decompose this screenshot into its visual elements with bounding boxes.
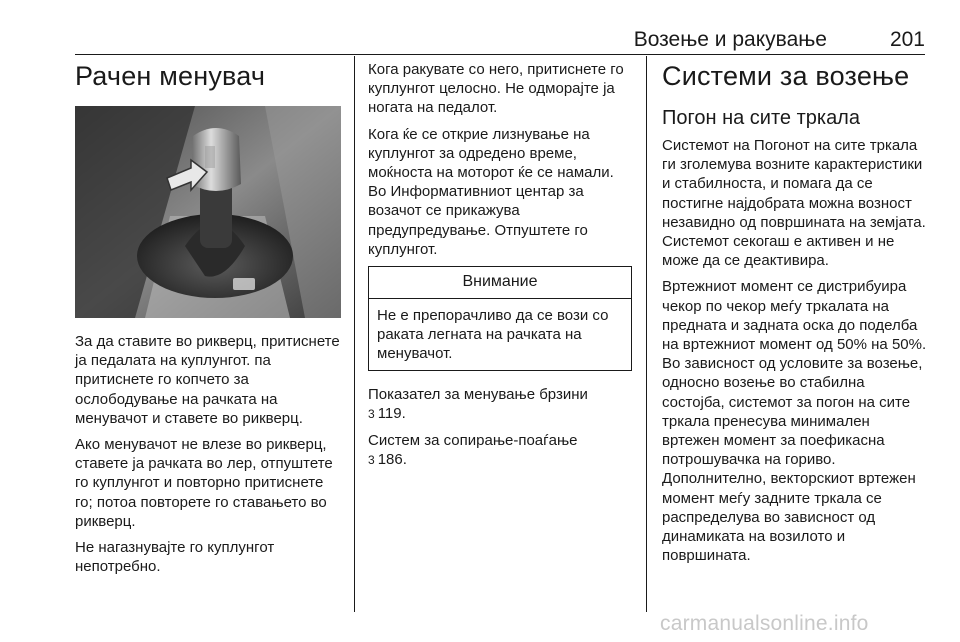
paragraph: Кога ракувате со него, притиснете го куплунгот целосно. Не одморајте ја ногата на педалот. (368, 61, 624, 117)
page-header (75, 22, 925, 52)
page-reference-icon: 3 (368, 453, 375, 468)
paragraph: Не нагазнувајте го куплунгот непотребно. (75, 539, 275, 576)
subsection-heading-awd: Погон на сите тркала (662, 107, 860, 129)
paragraph: Системот на Погонот на сите тркала ги зголемува возните карактеристики и стабилноста, и помага да се постигне најдобрата можна возност незавидно од површината на земјата. Системот секогаш е активен и не може да се деактивира. (662, 137, 926, 270)
reference-page[interactable]: 186. (377, 451, 407, 469)
paragraph: За да ставите во рикверц, притиснете ја педалата на куплунгот. па притиснете го копчето за ослободување на рачката на менувачот и ставете во рикверц. (75, 333, 340, 427)
paragraph: Ако менувачот не влезе во рикверц, ставете ја рачката во лер, отпуштете го куплунгот и повторно притиснете го; потоа повторете го ставањето во рикверц. (75, 436, 333, 530)
gear-lever-photo (75, 106, 341, 318)
section-heading-manual-transmission: Рачен менувач (75, 61, 266, 91)
column-divider-2 (646, 56, 647, 612)
watermark: carmanualsonline.info (660, 612, 869, 635)
paragraph: Вртежниот момент се дистрибуира чекор по чекор меѓу тркалата на предната и задната оска до поделба на вртежниот момент од 50% на 50%. Во зависност од условите за возење, односно возење во стабилна состојба, системот за погон на сите тркала пренесува минимален вртежен момент за поефикасна потрошувачка на гориво. Дополнително, векторскиот вртежен момент меѓу задните тркала се распределува во зависност од динамиката на возилото и површината. (662, 278, 927, 565)
reference-text: Систем за сопирање-поаѓање (368, 432, 578, 450)
reference-text: Показател за менување брзини (368, 385, 588, 403)
caution-title: Внимание (369, 267, 631, 299)
section-heading-driving-systems: Системи за возење (662, 61, 910, 91)
column-2 (368, 60, 632, 477)
page-number: 201 (889, 28, 925, 51)
cross-reference (368, 431, 632, 470)
column-divider-1 (354, 56, 355, 612)
column-3 (662, 60, 930, 572)
caution-box (368, 266, 632, 371)
caution-text: Не е препорачливо да се вози со раката легната на рачката на менувачот. (377, 307, 609, 363)
column-1 (75, 60, 341, 583)
chapter-title: Возење и ракување (633, 28, 827, 51)
paragraph: Кога ќе се открие лизнување на куплунгот за одредено време, моќноста на моторот ќе се намали. Во Информативниот центар за возачот се прикажува предупредување. Отпуштете го куплунгот. (368, 125, 614, 258)
cross-reference (368, 385, 632, 424)
reference-page[interactable]: 119. (377, 404, 406, 422)
header-divider (75, 54, 925, 55)
page-reference-icon: 3 (368, 406, 375, 421)
